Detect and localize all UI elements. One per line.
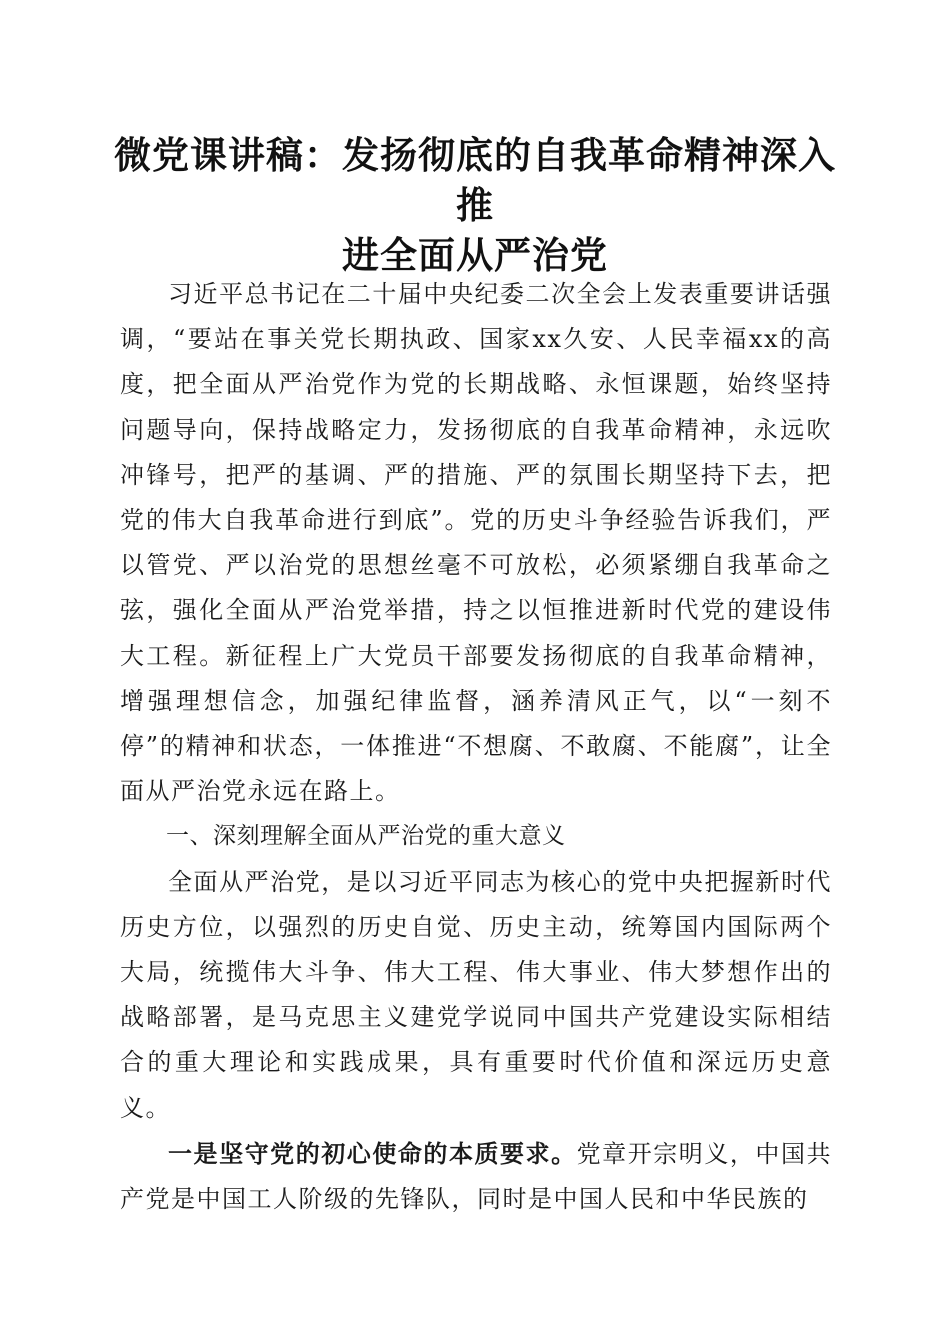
paragraph-significance: 全面从严治党，是以习近平同志为核心的党中央把握新时代历史方位，以强烈的历史自觉、历史主动，统筹国内国际两个大局，统揽伟大斗争、伟大工程、伟大事业、伟大梦想作出的战略部署，是马克思主义建党学说同中国共产党建设实际相结合的重大理论和实践成果，具有重要时代价值和深远历史意义。 [120,867,832,1122]
paragraph-intro: 习近平总书记在二十届中央纪委二次全会上发表重要讲话强调，“要站在事关党长期执政、国家xx久安、人民幸福xx的高度，把全面从严治党作为党的长期战略、永恒课题，始终坚持问题导向，保持战略定力，发扬彻底的自我革命精神，永远吹冲锋号，把严的基调、严的措施、严的氛围长期坚持下去，把党的伟大自我革命进行到底”。党的历史斗争经验告诉我们，严以管党、严以治党的思想丝毫不可放松，必须紧绷自我革命之弦，强化全面从严治党举措，持之以恒推进新时代党的建设伟大工程。新征程上广大党员干部要发扬彻底的自我革命精神，增强理想信念，加强纪律监督，涵养清风正气，以“一刻不停”的精神和状态，一体推进“不想腐、不敢腐、不能腐”，让全面从严治党永远在路上。 [120,280,832,806]
title-line-2: 进全面从严治党 [342,233,608,277]
title-line-1: 微党课讲稿：发扬彻底的自我革命精神深入推 [114,133,836,227]
paragraph-point-1 [120,1131,832,1222]
point-1-text: 党章开宗明义，中国共产党是中国工人阶级的先锋队，同时是中国人民和中华民族的 [120,1139,832,1214]
document-title [110,130,840,280]
point-1-lead: 一是坚守党的初心使命的本质要求。 [168,1138,577,1168]
section-heading-1: 一、深刻理解全面从严治党的重大意义 [166,823,566,850]
document-body [120,272,832,1222]
